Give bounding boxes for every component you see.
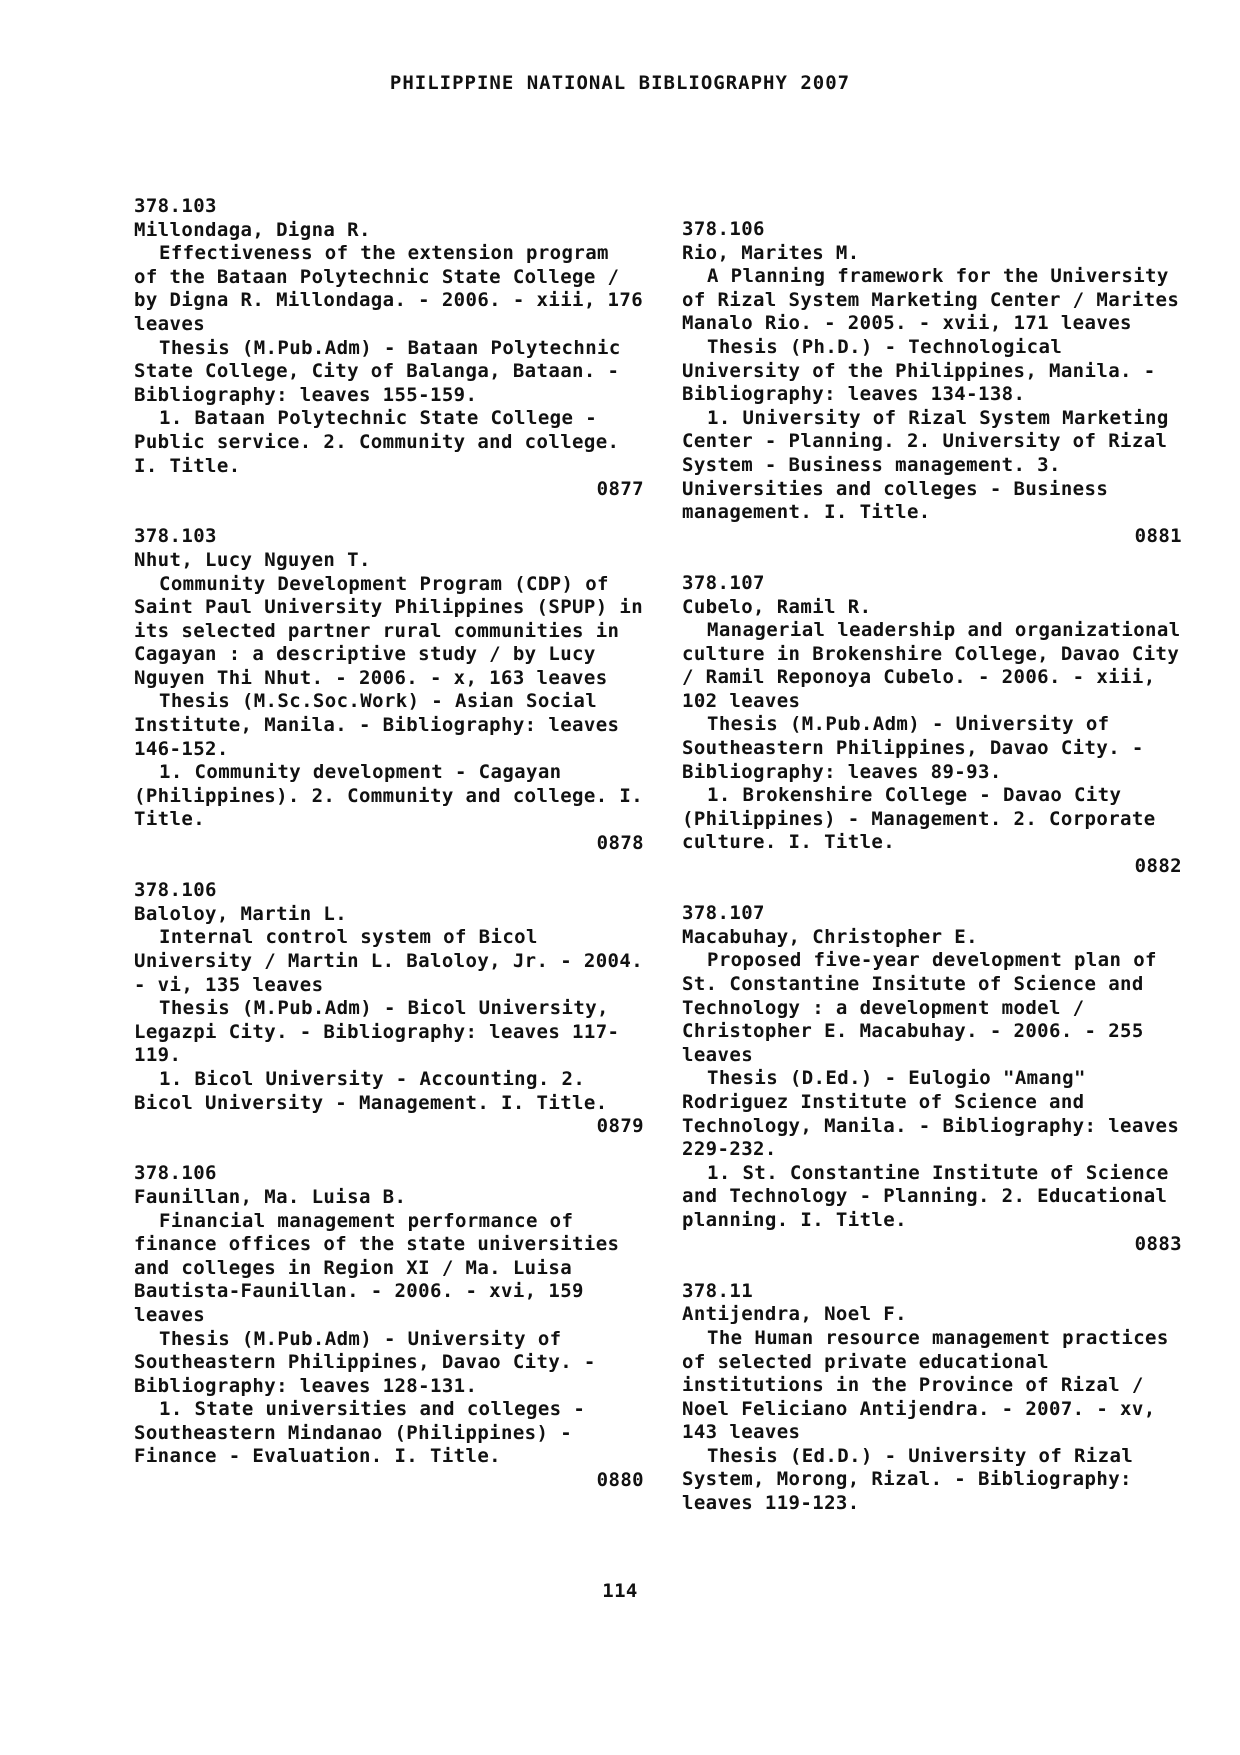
- page-number: 114: [602, 1580, 638, 1602]
- thesis-note: Thesis (Ed.D.) - University of Rizal System, Morong, Rizal. - Bibliography: leaves 119-123.: [682, 1444, 1134, 1515]
- author: Rio, Marites M.: [682, 241, 860, 264]
- call-number: 378.107: [682, 902, 765, 925]
- bib-entry: [134, 525, 644, 855]
- bib-entry: [682, 1280, 1182, 1516]
- author: Macabuhay, Christopher E.: [682, 925, 978, 948]
- call-number: 378.106: [134, 879, 217, 902]
- bib-entry: [682, 572, 1182, 879]
- call-number: 378.103: [134, 525, 217, 548]
- call-number: 378.107: [682, 571, 765, 594]
- right-column: [682, 218, 1182, 1539]
- subject-headings: 1. Bicol University - Accounting. 2. Bicol University - Management. I. Title.: [134, 1067, 608, 1114]
- thesis-note: Thesis (M.Pub.Adm) - University of Southeastern Philippines, Davao City. - Bibliography: leaves 89-93.: [682, 713, 1144, 783]
- thesis-note: Thesis (Ph.D.) - Technological University of the Philippines, Manila. - Bibliography: leaves 134-138.: [682, 335, 1156, 406]
- entry-number: 0877: [596, 478, 644, 501]
- subject-headings: 1. Bataan Polytechnic State College - Public service. 2. Community and college. I. Title.: [134, 407, 620, 477]
- title-statement: Managerial leadership and organizational culture in Brokenshire College, Davao City / Ramil Reponoya Cubelo. - 2006. - xiii, 102 leaves: [682, 619, 1181, 712]
- bib-entry: [134, 1162, 644, 1492]
- title-statement: The Human resource management practices of selected private educational institutions in the Province of Rizal / Noel Feliciano Antijendra. - 2007. - xv, 143 leaves: [682, 1326, 1169, 1444]
- bib-entry: [682, 218, 1182, 548]
- subject-headings: 1. Brokenshire College - Davao City (Philippines) - Management. 2. Corporate culture. I. Title.: [682, 784, 1156, 854]
- left-column: [134, 195, 644, 1516]
- bib-entry: [682, 902, 1182, 1256]
- subject-headings: 1. State universities and colleges - Southeastern Mindanao (Philippines) - Finance - Evaluation. I. Title.: [134, 1398, 586, 1468]
- page-header: PHILIPPINE NATIONAL BIBLIOGRAPHY 2007: [389, 72, 851, 94]
- entry-number: 0878: [596, 832, 644, 855]
- entry-number: 0879: [596, 1115, 644, 1138]
- author: Antijendra, Noel F.: [682, 1303, 907, 1326]
- bib-entry: [134, 879, 644, 1139]
- thesis-note: Thesis (M.Pub.Adm) - Bicol University, Legazpi City. - Bibliography: leaves 117-119.: [134, 997, 620, 1067]
- author: Baloloy, Martin L.: [134, 902, 348, 925]
- subject-headings: 1. Community development - Cagayan (Philippines). 2. Community and college. I. Title.: [134, 761, 644, 831]
- thesis-note: Thesis (M.Pub.Adm) - Bataan Polytechnic State College, City of Balanga, Bataan. - Bibliography: leaves 155-159.: [134, 336, 621, 406]
- entry-number: 0882: [1134, 855, 1182, 878]
- subject-headings: 1. St. Constantine Institute of Science and Technology - Planning. 2. Educational planning. I. Title.: [682, 1161, 1169, 1231]
- entry-number: 0881: [1134, 524, 1182, 547]
- author: Faunillan, Ma. Luisa B.: [134, 1185, 407, 1208]
- bib-entry: [134, 195, 644, 502]
- thesis-note: Thesis (M.Pub.Adm) - University of Southeastern Philippines, Davao City. - Bibliography: leaves 128-131.: [134, 1327, 596, 1397]
- title-statement: A Planning framework for the University of Rizal System Marketing Center / Marites Manalo Rio. - 2005. - xvii, 171 leaves: [682, 265, 1180, 335]
- title-statement: Internal control system of Bicol University / Martin L. Baloloy, Jr. - 2004. - vi, 135 leaves: [134, 926, 644, 996]
- thesis-note: Thesis (D.Ed.) - Eulogio "Amang" Rodriguez Institute of Science and Technology, Manila. - Bibliography: leaves 229-232.: [682, 1067, 1180, 1161]
- call-number: 378.11: [682, 1279, 754, 1302]
- author: Millondaga, Digna R.: [134, 218, 371, 241]
- title-statement: Community Development Program (CDP) of Saint Paul University Philippines (SPUP) in its selected partner rural communities in Cagayan : a descriptive study / by Lucy Nguyen Thi Nhut. - 2006. - x, 163 leaves: [134, 572, 644, 689]
- call-number: 378.106: [134, 1162, 217, 1185]
- title-statement: Financial management performance of finance offices of the state universities and colleges in Region XI / Ma. Luisa Bautista-Faunillan. - 2006. - xvi, 159 leaves: [134, 1209, 620, 1326]
- author: Cubelo, Ramil R.: [682, 595, 872, 618]
- title-statement: Effectiveness of the extension program of the Bataan Polytechnic State College / by Digna R. Millondaga. - 2006. - xiii, 176 leaves: [134, 242, 644, 335]
- call-number: 378.106: [682, 218, 765, 240]
- subject-headings: 1. University of Rizal System Marketing Center - Planning. 2. University of Rizal System - Business management. 3. Universities and colleges - Business management. I. Title.: [682, 406, 1169, 524]
- call-number: 378.103: [134, 195, 217, 217]
- entry-number: 0880: [596, 1469, 644, 1492]
- entry-number: 0883: [1134, 1232, 1182, 1255]
- thesis-note: Thesis (M.Sc.Soc.Work) - Asian Social Institute, Manila. - Bibliography: leaves 146-152.: [134, 690, 620, 760]
- author: Nhut, Lucy Nguyen T.: [134, 548, 371, 571]
- title-statement: Proposed five-year development plan of St. Constantine Insitute of Science and Technology : a development model / Christopher E. Macabuhay. - 2006. - 255 leaves: [682, 949, 1157, 1066]
